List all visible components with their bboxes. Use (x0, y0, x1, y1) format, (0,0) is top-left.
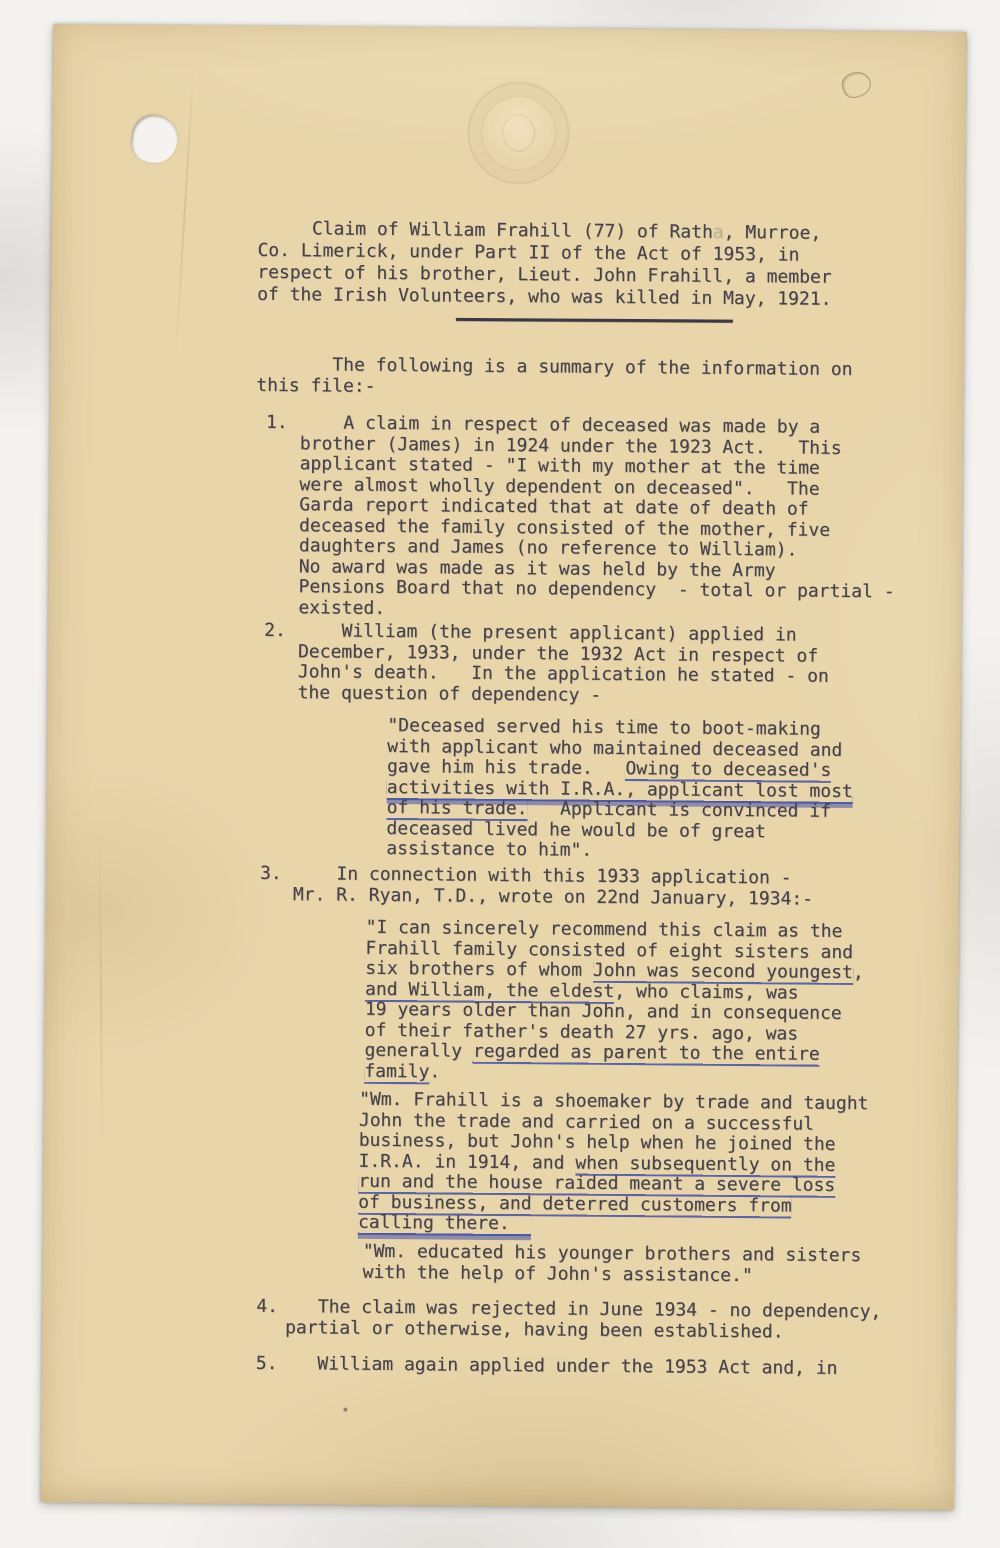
text-line: "Deceased served his time to boot-making (387, 714, 821, 740)
scanned-paper-page (41, 24, 967, 1510)
text-line: John's death. In the application he stated - on (297, 661, 829, 687)
item-5-text (285, 1354, 838, 1379)
text-line: partial or otherwise, having been established. (285, 1316, 784, 1342)
text-line: of the Irish Volunteers, who was killed in May, 1921. (257, 283, 832, 310)
underlined-annotation: regarded as parent to the entire (472, 1040, 820, 1065)
text-line: "I can sincerely recommend this claim as the (365, 916, 843, 942)
text-line: December, 1933, under the 1932 Act in respect of (297, 640, 819, 667)
text-line: No award was made as it was held by the Army (298, 555, 776, 581)
item-4-text (285, 1297, 881, 1343)
faded-character: a (712, 221, 724, 243)
text-line: 19 years older than John, and in consequence (364, 998, 842, 1024)
text-line: of their father's death 27 yrs. ago, was (364, 1019, 799, 1045)
text-line: respect of his brother, Lieut. John Frahill, a member (257, 261, 832, 288)
embossed-seal (465, 80, 572, 187)
text-line: The following is a summary of the information on (256, 353, 853, 381)
text-line: Co. Limerick, under Part II of the Act of 1953, in (257, 239, 800, 266)
text-line: existed. (298, 596, 386, 619)
text-line: and William, the eldest, who claims, was (364, 978, 799, 1004)
item-number-1 (266, 413, 288, 434)
item-1-text (298, 413, 896, 623)
paper-crease (175, 59, 195, 359)
text-line: six brothers of whom John was second youngest, (365, 957, 864, 984)
underlined-annotation: and William, the eldest (364, 978, 615, 1002)
text-line: with the help of John's assistance." (362, 1261, 753, 1286)
text-line: William (the present applicant) applied in (298, 620, 797, 646)
text-line: Claim of William Frahill (77) of Ratha, Murroe, (257, 217, 822, 244)
text-line: Garda report indicated that at date of death of (299, 494, 809, 520)
item-3-quote-1 (364, 918, 864, 1086)
item-2-text (298, 621, 830, 708)
item-number-3 (260, 864, 282, 885)
number-label: 4. (256, 1295, 279, 1318)
item-number-2 (264, 621, 286, 642)
text-line: deceased the family consisted of the mother, five (299, 514, 831, 541)
item-3-text (293, 864, 814, 910)
text-line: Frahill family consisted of eight sisters and (365, 937, 854, 963)
text-line: with applicant who maintained deceased and (387, 735, 843, 761)
text-line: I.R.A. in 1914, and when subsequently on the (358, 1150, 836, 1176)
item-2-quote (386, 716, 853, 864)
text-line: deceased lived he would be of great (386, 817, 766, 842)
pencil-mark (839, 68, 874, 101)
underlined-annotation: Owing to deceased's (625, 758, 832, 781)
embossed-seal-center (501, 114, 535, 152)
underlined-annotation: of his trade. (386, 796, 528, 820)
number-label: 1. (265, 411, 288, 434)
text-line: of his trade. Applicant is convinced if (386, 796, 832, 822)
text-line: Mr. R. Ryan, T.D., wrote on 22nd January, 1934:- (292, 883, 814, 910)
underlined-annotation: when subsequently on the (575, 1152, 836, 1176)
text-line: John the trade and carried on a successful (358, 1109, 815, 1135)
number-label: 2. (264, 619, 286, 642)
claim-heading (257, 218, 832, 311)
text-line: business, but John's help when he joined the (358, 1129, 836, 1155)
text-line: The claim was rejected in June 1934 - no dependency, (285, 1296, 882, 1323)
item-3-quote-2 (358, 1090, 869, 1238)
text-line: were almost wholly dependent on deceased". The (299, 473, 820, 500)
text-line: generally regarded as parent to the entire (364, 1039, 820, 1065)
underlined-annotation: calling there. (357, 1211, 532, 1235)
text-line: In connection with this 1933 application - (292, 863, 792, 889)
underlined-annotation: of business, and deterred customers from (358, 1191, 792, 1217)
stray-mark (343, 1408, 347, 1412)
text-line: A claim in respect of deceased was made by a (299, 412, 821, 438)
text-line: family. (364, 1060, 441, 1082)
text-line: the question of dependency - (297, 681, 602, 706)
item-number-4 (256, 1297, 278, 1318)
text-line: Pensions Board that no dependency - total or partial - (298, 576, 895, 603)
underlined-annotation: run and the house raided meant a severe loss (358, 1170, 836, 1196)
paper-crease (99, 824, 104, 1164)
text-line: daughters and James (no reference to William). (298, 535, 798, 561)
heading-underline-rule (456, 318, 733, 322)
text-line: applicant stated - "I with my mother at the time (299, 453, 820, 479)
text-line: gave him his trade. Owing to deceased's (386, 755, 832, 781)
underlined-annotation: activities with I.R.A., applicant lost most (386, 776, 853, 802)
number-label: 5. (255, 1352, 278, 1375)
text-line: "Wm. Frahill is a shoemaker by trade and taught (359, 1088, 869, 1115)
text-line: William again applied under the 1953 Act and, in (284, 1353, 838, 1379)
punch-hole (128, 112, 181, 166)
text-line: brother (James) in 1924 under the 1923 Act. This (299, 432, 842, 459)
item-3-quote-3 (362, 1242, 861, 1287)
text-line: "Wm. educated his younger brothers and sisters (362, 1240, 862, 1267)
text-line: this file:- (256, 374, 376, 397)
underlined-annotation: family (364, 1060, 430, 1082)
text-line: assistance to him". (386, 837, 593, 861)
number-label: 3. (259, 862, 282, 885)
item-number-5 (256, 1354, 278, 1375)
summary-intro (256, 355, 852, 401)
underlined-annotation: John was second youngest (592, 959, 853, 984)
